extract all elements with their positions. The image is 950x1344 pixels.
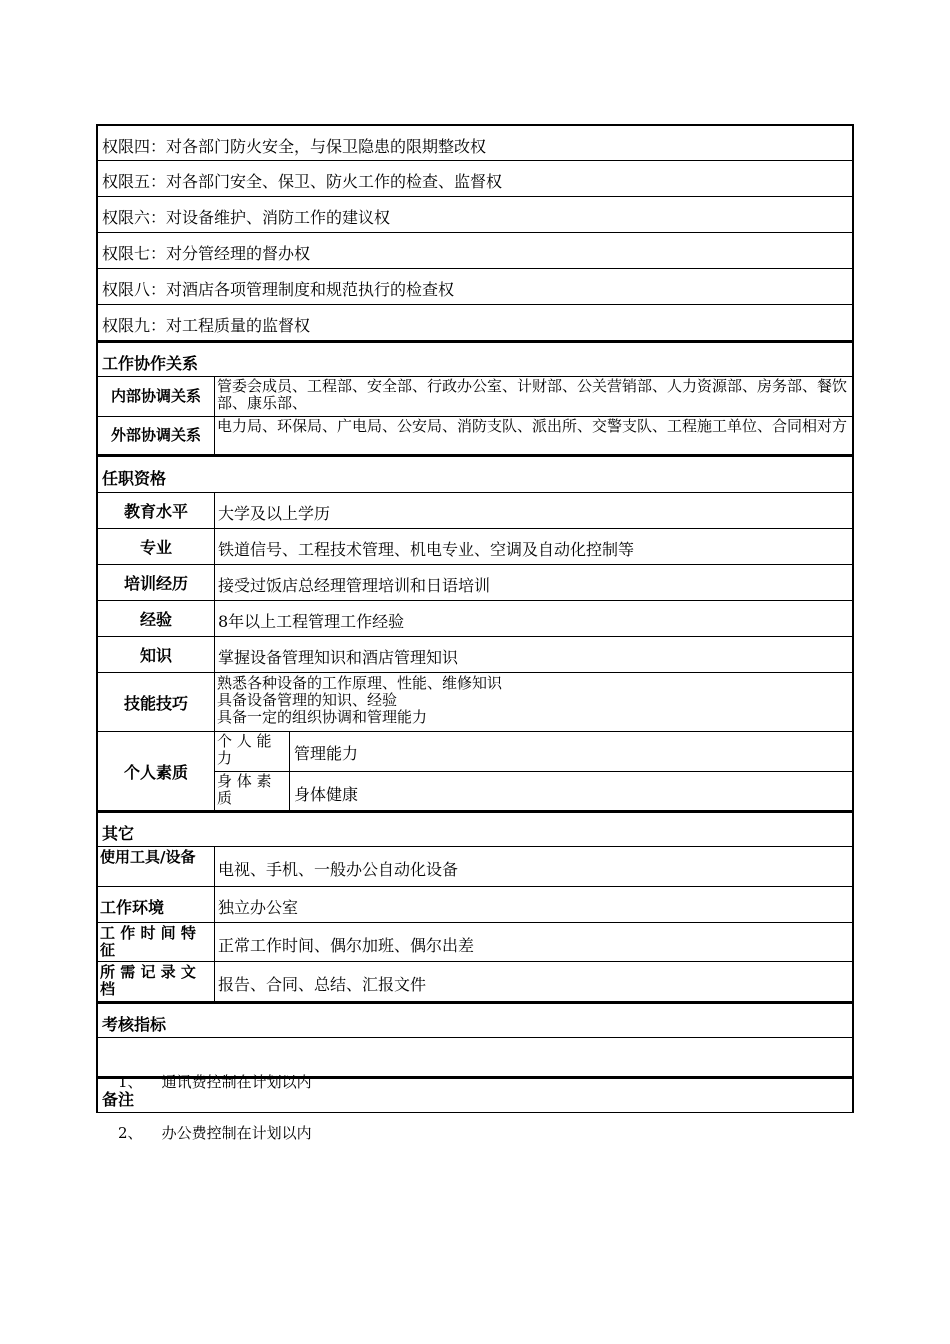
work-time-row: [96, 923, 854, 962]
skills-line: 具备一定的组织协调和管理能力: [217, 708, 428, 726]
environment-row: [96, 887, 854, 923]
authority-row: [96, 124, 854, 161]
personal-quality-row: [96, 732, 854, 811]
section-header: [96, 341, 854, 377]
tools-label: 使用工具/设备: [98, 847, 215, 886]
work-time-label: 工 作 时 间 特 征: [98, 923, 215, 961]
internal-coordination-row: [96, 377, 854, 417]
section-header: [96, 455, 854, 493]
authority-text: 权限七：对分管经理的督办权: [102, 244, 311, 263]
internal-coordination-value: 管委会成员、工程部、安全部、行政办公室、计财部、公关营销部、人力资源部、房务部、餐饮部、康乐部、: [217, 377, 848, 412]
experience-row: [96, 601, 854, 637]
training-label: 培训经历: [98, 565, 215, 600]
experience-label: 经验: [98, 601, 215, 636]
authority-row: [96, 269, 854, 305]
knowledge-label: 知识: [98, 637, 215, 672]
assessment-item: 1、 通讯费控制在计划以内: [118, 1073, 312, 1091]
authority-text: 权限八：对酒店各项管理制度和规范执行的检查权: [102, 280, 455, 299]
environment-label: 工作环境: [98, 887, 215, 922]
personal-quality-label: 个人素质: [98, 732, 215, 810]
authority-text: 权限五：对各部门安全、保卫、防火工作的检查、监督权: [102, 172, 503, 191]
external-coordination-label: 外部协调关系: [98, 417, 215, 454]
section-title: 其它: [102, 824, 135, 843]
section-title: 备注: [102, 1090, 135, 1109]
records-row: [96, 962, 854, 1002]
major-value: 铁道信号、工程技术管理、机电专业、空调及自动化控制等: [218, 540, 635, 559]
authority-text: 权限四：对各部门防火安全，与保卫隐患的限期整改权: [102, 137, 487, 156]
external-coordination-value: 电力局、环保局、广电局、公安局、消防支队、派出所、交警支队、工程施工单位、合同相对方: [217, 417, 848, 435]
records-label: 所 需 记 录 文 档: [98, 962, 215, 1001]
external-coordination-row: [96, 417, 854, 455]
training-row: [96, 565, 854, 601]
authority-row: [96, 305, 854, 341]
section-header: [96, 1077, 854, 1113]
major-row: [96, 529, 854, 565]
environment-value: 独立办公室: [218, 898, 299, 917]
section-header: [96, 1002, 854, 1038]
ability-subrow: [215, 732, 852, 772]
authority-text: 权限九：对工程质量的监督权: [102, 316, 311, 335]
physical-value: 身体健康: [294, 785, 359, 804]
knowledge-value: 掌握设备管理知识和酒店管理知识: [218, 648, 459, 667]
authority-row: [96, 161, 854, 197]
ability-label: 个 人 能 力: [215, 732, 290, 771]
section-title: 工作协作关系: [102, 354, 199, 373]
ability-value: 管理能力: [294, 744, 359, 763]
skills-line: 熟悉各种设备的工作原理、性能、维修知识: [217, 674, 503, 692]
personal-quality-detail: [215, 732, 852, 810]
authority-text: 权限六：对设备维护、消防工作的建议权: [102, 208, 391, 227]
education-row: [96, 493, 854, 529]
education-label: 教育水平: [98, 493, 215, 528]
skills-label: 技能技巧: [98, 673, 215, 731]
tools-value: 电视、手机、一般办公自动化设备: [218, 860, 459, 879]
knowledge-row: [96, 637, 854, 673]
work-time-value: 正常工作时间、偶尔加班、偶尔出差: [218, 936, 475, 955]
skills-row: [96, 673, 854, 732]
skills-value: [215, 673, 852, 731]
authority-row: [96, 233, 854, 269]
assessment-item: 2、 办公费控制在计划以内: [118, 1124, 312, 1142]
internal-coordination-label: 内部协调关系: [98, 377, 215, 416]
records-value: 报告、合同、总结、汇报文件: [218, 975, 427, 994]
physical-subrow: [215, 772, 852, 811]
training-value: 接受过饭店总经理管理培训和日语培训: [218, 576, 491, 595]
education-value: 大学及以上学历: [218, 504, 331, 523]
authority-row: [96, 197, 854, 233]
section-title: 任职资格: [102, 469, 167, 488]
skills-line: 具备设备管理的知识、经验: [217, 691, 398, 709]
section-title: 考核指标: [102, 1015, 167, 1034]
tools-row: [96, 847, 854, 887]
section-header: [96, 811, 854, 847]
experience-value: 8年以上工程管理工作经验: [218, 612, 405, 631]
major-label: 专业: [98, 529, 215, 564]
physical-label: 身 体 素 质: [215, 772, 290, 811]
